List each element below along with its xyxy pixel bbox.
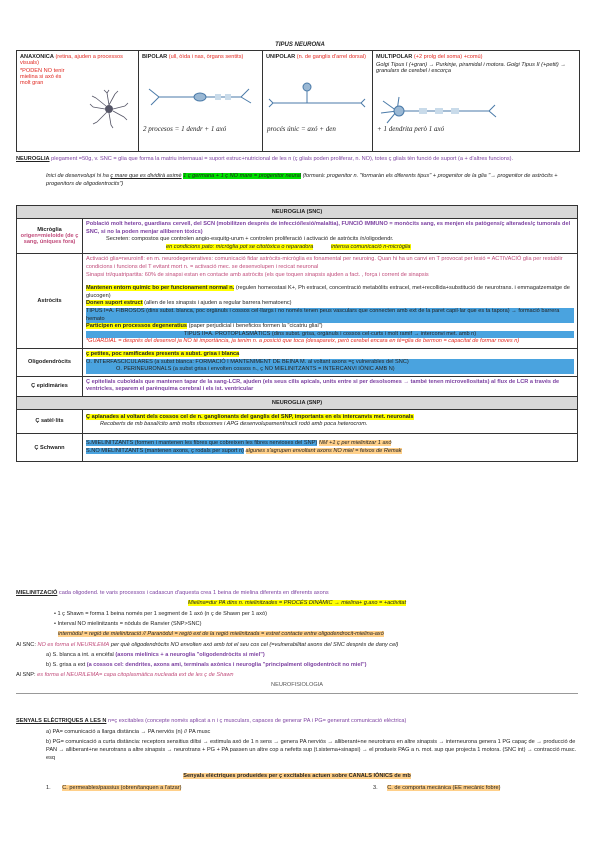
divider <box>16 693 578 694</box>
section-neurofisiologia: NEUROFISIOLOGIA <box>271 682 323 688</box>
row-satellits: Ç satèl·lits Ç aplanades al voltant dels cossos cel de n. ganglionants del ganglis del SNP, importants en els intercanvis met. neuronals Recoberts de mb basal/cito amb molts ribosomes i APG desenvolupament/nucli rodó amb poca heterocrom. <box>17 409 577 433</box>
neuroglia-snc-table <box>16 205 578 462</box>
multipolar-neuron-icon <box>379 95 499 129</box>
senyals-pa: a) PA= comunicació a llarga distància → PA nerviós (n) // PA musc <box>46 729 211 735</box>
snc-neurilema: Al SNC: NO es forma el NEURILEMA per què oligodendròcits NO envolten axó amb tot el seu cos cel (=vulnerabilitat axons del SNC després de dany cel) <box>16 642 399 648</box>
senyals-intro: SENYALS ELÈCTRIQUES A LES N n=ç excitables (concepte només aplicat a n i ç musculars, capaces de generar PA i PG= generant comunicació elèctrica) <box>16 718 407 724</box>
row-oligodendrocits: Oligodendròcits ç petites, poc ramificades presents a subst. grisa i blanca O. INTERFASCICULARES (a subst blanca: FORMACIÓ I MANTENIMENT DE BEINA M. al voltant axons =ç vulnerables del SNC) O. PERINEURONALS (a subst grisa i envolten cossos n., ç NO MIELINITZANTS = INTERCANVI IÒNIC AMB N) <box>17 348 577 376</box>
page-title: TIPUS NEURONA <box>275 42 325 48</box>
row-ependimaries: Ç epidimàries Ç epitelials cuboïdals que mantenen tapar de la sang-LCR, ajuden (els seus cilis apicals, units entre si per desolsomes → també tenen microvellositats) al flux de LCR a través de ventricles, separem el parènquima cerebral i els ist. ventricular <box>17 376 577 396</box>
row-schwann: Ç Schwann S.MIELINITZANTS (formen i mantenen les fibres que cobreixen les fibres nervioses del SNP) NM +1 ç per mielinitzar 1 axó S.NO MIELINITZANTS (mantenen axons, ç rodals per suport n) algunes s'agrupen envoltant axons NO miel = feixos de Remak <box>17 433 577 461</box>
mielinitzacio-intro: MIELINITZACIÓ cada oligodend. te varis processos i cadascun d'aquesta crea 1 beina de mielina diferents en diferents axons <box>16 590 329 596</box>
row-astrocits: Astròcits Activació glia=neuroinfl: en m. neurodegeneratives: comunicació fidar astròcits-micròglia es fonamental per neuroing. Quan hi ha un canvi en T provocat per lesió = ACTIVACIÓ glia per restablir condicions i funcions del T evitant mort n. = activació mec. se desenvolupen i recicat neuronal Sinapsi tri/quatripartita: 60% de sinapsi estan en contacte amb astròcits (els que toquen sinapsis ajuden a fact. , força i corrent de sinapsis Mantenen entorn químic bo per funcionament normal n. (regulen homeostasi K+, Ph extracel, concentració metabòlits extracel, met+recollida+substitució de neurotrans. i emmagatzematge de glucogen) Donen suport estruct (allen de les sinapsis i ajuden a regular barrera hematoenc) TIPUS I=A. FIBROSOS (dins subst. blanca, poc orgànuls i cossos cel·llargs i no només tenen peus vasculars que connecten amb ext de la paret capil·lar que es ta tapora) → formació barrera hemato Participen en processos degeneratius (paper perjudicial i beneficios formen la "cicatriu glial") TIPUS II=A. PROTOPLASMÀTICS (dins subst. grisa, orgànuls i cossos cel·curts i molt ramif → interconvi met. amb n) *GUARDIAL = després del desenvol ja NO té importància, ja tenim n. a posició que toca (desapareix, però cerebel encara en té=glia de bermon = capacitat de formar noves n) <box>17 253 577 348</box>
mielina-definition: Mielina=dur PA dins n. mielinitzades = PROCÉS DINÀMIC → mielina+ g.axo = +activitat <box>187 600 407 606</box>
snp-header: NEUROGLIA (SNP) <box>17 396 577 409</box>
neuron-types-table <box>16 50 580 152</box>
canals-ionics-title: Senyals elèctriques produeides per ç excitables actuen sobre CANALS IÒNICS de mb <box>183 773 411 779</box>
substancia-blanca: a) S. blanca a int. a encèfal (axons mielínics + a neuroglia "oligodendròcits si miel") <box>46 652 265 658</box>
type-anaxonica: ANAXONICA (retina, ajuden a processos visuals) *PODEN NO tenir mielina si axó és molt gran <box>17 51 139 151</box>
canals-list: 1. C. permeables/passius (obren/tanquen a l'atzar) 3. C. de comporta mecànica (EE mecànic fobre) <box>46 785 501 791</box>
type-bipolar: BIPOLAR (ull, òïda i nas, òrgans sentits) 2 procesos = 1 dendr + 1 axó <box>139 51 263 151</box>
snp-neurilema: Al SNP: es forma el NEURILEMA= capa citoplasmàtica nucleada ext de les ç de Shawn <box>16 672 234 678</box>
mielin-bullet-1: • 1 ç Shawn = forma 1 beina només per 1 segment de 1 axó (n ç de Shawn per 1 axó) <box>54 611 267 617</box>
snc-header: NEUROGLIA (SNC) <box>17 206 577 218</box>
neuroglia-intro: NEUROGLIA plegament =50g, v. SNC = glia que forma la matriu internauai = suport estruc+nutricional de les n (ç glials poden proliferar, n. NO), totes ç glials tèn funció de suport (a + d'altres funcions). <box>16 156 514 162</box>
type-unipolar: UNIPOLAR (n. de ganglis d'arrel dorsal) procés únic = axó + den <box>263 51 373 151</box>
type-multipolar: MULTIPOLAR (+2 prolg del soma) +comú) Golgi Tipus I (+gran) → Purkinje, piramidal i motora. Golgi Tipus II (+petit) → granulars de cerebel i escorça + 1 dendrita però 1 axó <box>376 54 566 133</box>
bipolar-neuron-icon <box>145 79 255 115</box>
row-microglia: Micròglia origen=mieloide (de ç sang, úniques fora) Població molt hetero, guardians cervell, del SCN (mobilitzen després de infecció/lesió/malaltia), FUNCIÓ IMMUNO = monòcits sang, es menjen els patògens/ç alterades/ç tumorals del SNC, si no la poden menjar alliberen tòxics) Secreten: compostos que controlen angio-esquitg-urum + controlen proliferació i activació de astròcits /n/oligodendr. en condicions pato: micròglia pot se citotòxica o reparadora intensa comunicació n-micròglia <box>17 218 577 253</box>
senyals-pg: b) PG= comunicació a curta distància: receptors sensitius diltsi → estimula axó de 1 n sens → genera PA nerviós → alliberant+ne neurotrans en altre sinapsis → interneurona genera 1 PG capaç de → producció de PAN → alliberant+ne neurotrans a altre sinapsis → neurotrans + PG + PA passen un altre cop a nefetts sup (t.sistema+sinapsi) → el produeix PAG a n. mot. sup que projecta 1 motora. (SNC int) → contracció musc. esq <box>46 739 577 761</box>
unipolar-neuron-icon <box>267 79 367 115</box>
substancia-grisa: b) S. grisa a ext (a cossos cel: dendrites, axons ami, terminals axònics i neuroglia "principalment oligodentròcit no miel") <box>46 662 367 668</box>
internodul-note: internòdul = regió de mielinització // Paranòdul = regió ext de la regió mielinitzada = estret contacte entre oligodendrocit-mielina-axó <box>58 631 384 637</box>
neuroglia-development: Inici de desenvolupi hi ha ç mare que es dividirà asimè 1 ç germana + 1 ç NO mare = progenitor neural (formarà: progenitor n. "formaràn els diferents tipus" + progenitor de la glia "→ progenitor de astròcits + progenitors de oligodentrocits") <box>46 173 558 187</box>
anaxonic-neuron-icon <box>89 89 129 129</box>
mielin-bullet-2: • Interval NO mielinitzants = nòduls de Ranvier (SNP>SNC) <box>54 621 202 627</box>
